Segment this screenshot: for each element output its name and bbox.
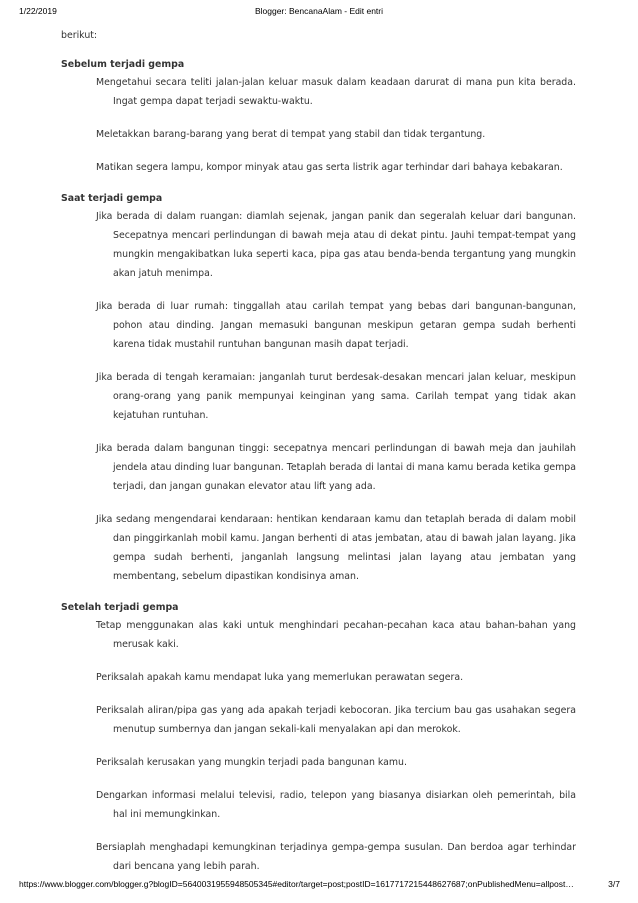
list-item: Jika berada di luar rumah: tinggallah atau carilah tempat yang bebas dari bangunan-bangunan, pohon atau dinding. Jangan memasuki bangunan meskipun getaran gempa sudah berhenti karena tidak mustahil runtuhan bangunan masih dapat terjadi. bbox=[96, 301, 576, 351]
list-item: Matikan segera lampu, kompor minyak atau gas serta listrik agar terhindar dari bahaya kebakaran. bbox=[96, 162, 563, 174]
section-during-earthquake bbox=[61, 191, 576, 586]
intro-text: berikut: bbox=[61, 30, 98, 41]
list-item: Mengetahui secara teliti jalan-jalan keluar masuk dalam keadaan darurat di mana pun kita berada. Ingat gempa dapat terjadi sewaktu-waktu. bbox=[96, 77, 576, 108]
list-item: Jika berada di dalam ruangan: diamlah sejenak, jangan panik dan segeralah keluar dari bangunan. Secepatnya mencari perlindungan di bawah meja atau di dekat pintu. Jauhi tempat-tempat yang mungkin mengakibatkan luka seperti kaca, pipa gas atau benda-benda tergantung yang mungkin akan jatuh menimpa. bbox=[96, 211, 576, 280]
list-item: Periksalah aliran/pipa gas yang ada apakah terjadi kebocoran. Jika tercium bau gas usahakan segera menutup sumbernya dan jangan sekali-kali menyalakan api dan merokok. bbox=[96, 705, 576, 736]
list-item: Tetap menggunakan alas kaki untuk menghindari pecahan-pecahan kaca atau bahan-bahan yang merusak kaki. bbox=[96, 620, 576, 651]
list-item: Jika sedang mengendarai kendaraan: hentikan kendaraan kamu dan tetaplah berada di dalam mobil dan pinggirkanlah mobil kamu. Jangan berhenti di atas jembatan, atau di bawah jalan layang. Jika gempa sudah berhenti, janganlah langsung melintasi jalan layang atau jembatan yang membentang, sebelum dipastikan kondisinya aman. bbox=[96, 514, 576, 583]
print-header bbox=[0, 6, 638, 20]
section-heading: Saat terjadi gempa bbox=[61, 193, 163, 205]
section-after-earthquake bbox=[61, 600, 576, 876]
section-heading: Setelah terjadi gempa bbox=[61, 602, 179, 614]
section-heading: Sebelum terjadi gempa bbox=[61, 59, 185, 71]
list-item: Periksalah apakah kamu mendapat luka yang memerlukan perawatan segera. bbox=[96, 672, 464, 684]
list-item: Periksalah kerusakan yang mungkin terjadi pada bangunan kamu. bbox=[96, 757, 407, 769]
print-date: 1/22/2019 bbox=[19, 6, 57, 16]
page-title: Blogger: BencanaAlam - Edit entri bbox=[254, 6, 384, 16]
page-url: https://www.blogger.com/blogger.g?blogID=5640031955948505345#editor/target=post;postID=1617717215448627687;onPublishedMenu=allpost… bbox=[19, 879, 574, 889]
list-item: Jika berada di tengah keramaian: janganlah turut berdesak-desakan mencari jalan keluar, meskipun orang-orang yang panik mempunyai keinginan yang sama. Carilah tempat yang tidak akan kejatuhan runtuhan. bbox=[96, 372, 576, 422]
section-before-earthquake bbox=[61, 57, 576, 177]
list-item: Meletakkan barang-barang yang berat di tempat yang stabil dan tidak tergantung. bbox=[96, 129, 486, 141]
post-content bbox=[61, 26, 576, 890]
list-item: Jika berada dalam bangunan tinggi: secepatnya mencari perlindungan di bawah meja dan jauhilah jendela atau dinding luar bangunan. Tetaplah berada di lantai di mana kamu berada ketika gempa terjadi, dan jangan gunakan elevator atau lift yang ada. bbox=[96, 443, 576, 493]
list-item: Dengarkan informasi melalui televisi, radio, telepon yang biasanya disiarkan oleh pemerintah, bila hal ini memungkinkan. bbox=[96, 790, 576, 821]
page-number: 3/7 bbox=[608, 879, 620, 889]
print-footer bbox=[0, 879, 638, 893]
list-item: Bersiaplah menghadapi kemungkinan terjadinya gempa-gempa susulan. Dan berdoa agar terhindar dari bencana yang lebih parah. bbox=[96, 842, 576, 873]
